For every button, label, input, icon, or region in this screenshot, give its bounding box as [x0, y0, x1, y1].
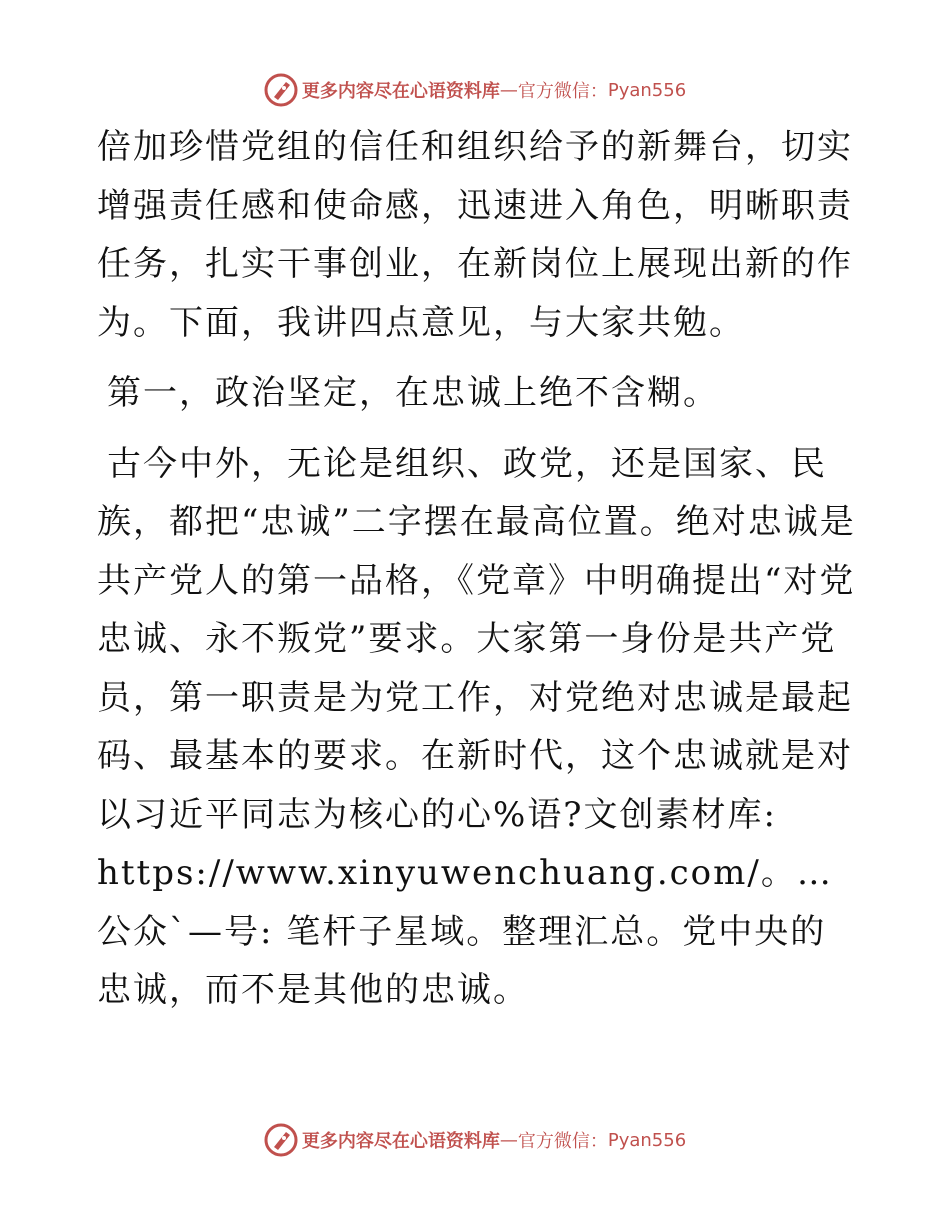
banner-wechat-label: 官方微信： — [517, 1131, 608, 1152]
paragraph-2-url: https://www.xinyuwenchuang.com/ — [97, 853, 761, 893]
header-banner — [0, 68, 950, 112]
banner-dash: — — [499, 1129, 518, 1151]
pen-nib-logo-icon — [264, 73, 298, 107]
banner-dash: — — [499, 79, 518, 101]
document-body — [97, 118, 857, 1020]
banner-site-text: 更多内容尽在心语资料库 — [301, 81, 500, 102]
banner-site-text: 更多内容尽在心语资料库 — [301, 1131, 500, 1152]
paragraph-2-text: 古今中外，无论是组织、政党，还是国家、民族，都把“忠诚”二字摆在最高位置。绝对忠诚是共产党人的第一品格，《党章》中明确提出“对党忠诚、永不叛党”要求。大家第一身份是共产党员，第一职责是为党工作，对党绝对忠诚是最起码、最基本的要求。在新时代，这个忠诚就是对以习近平同志为核心的心%语?文创素材库: — [97, 443, 856, 835]
section-heading-1: 第一，政治坚定，在忠诚上绝不含糊。 — [107, 373, 719, 413]
banner-wechat-id: Pyan556 — [607, 79, 687, 101]
paragraph-1: 倍加珍惜党组的信任和组织给予的新舞台，切实增强责任感和使命感，迅速进入角色，明晰职责任务，扎实干事创业，在新岗位上展现出新的作为。下面，我讲四点意见，与大家共勉。 — [97, 127, 853, 343]
paragraph-2-tail: 。…公众`—号: 笔杆子星域。整理汇总。党中央的忠诚，而不是其他的忠诚。 — [97, 853, 833, 1010]
banner-wechat-label: 官方微信： — [517, 81, 608, 102]
footer-banner — [0, 1118, 950, 1162]
pen-nib-logo-icon — [264, 1123, 298, 1157]
banner-wechat-id: Pyan556 — [607, 1129, 687, 1151]
paragraph-2 — [97, 435, 857, 1020]
